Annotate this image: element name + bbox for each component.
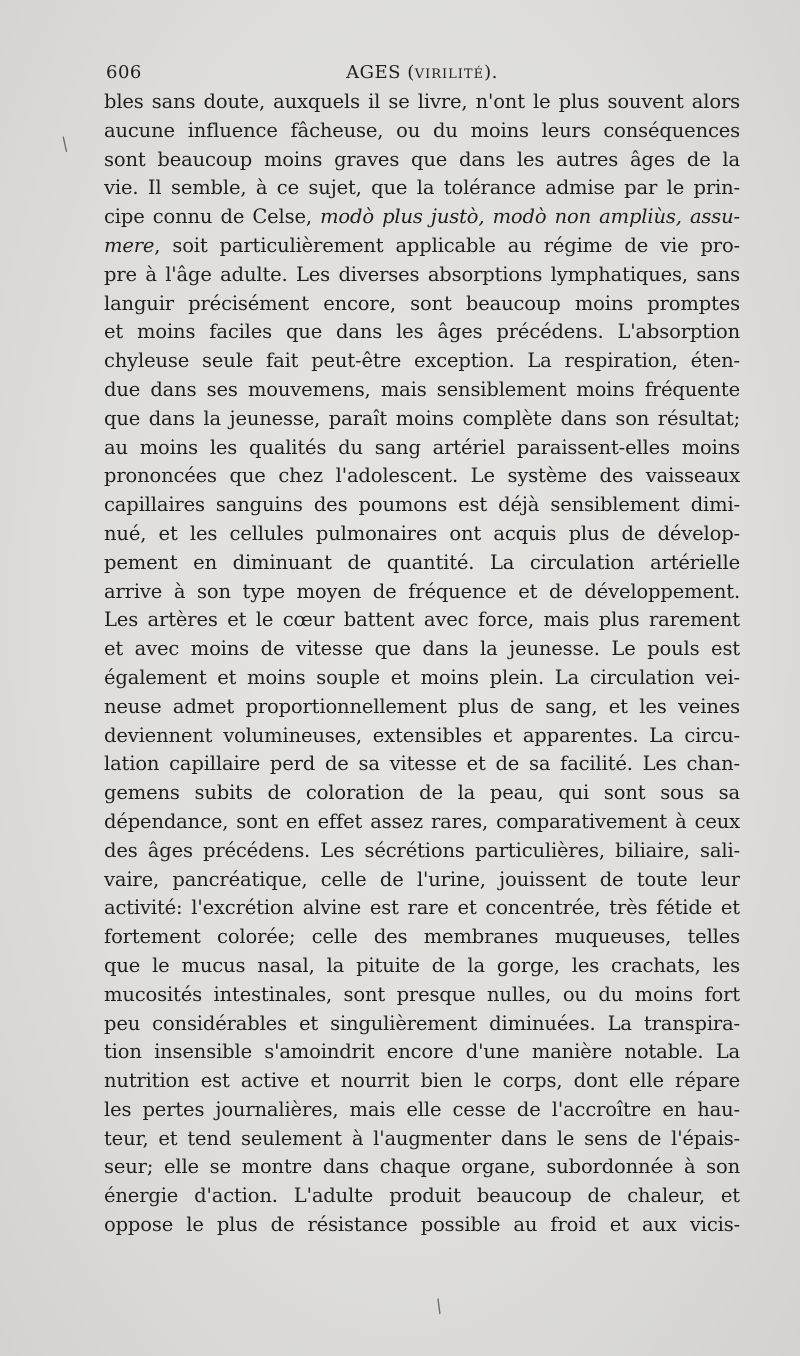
- text-line: mucosités intestinales, sont presque nulles, ou du moins fort: [104, 982, 740, 1006]
- text-line: oppose le plus de résistance possible au froid et aux vicis-: [104, 1213, 740, 1237]
- running-head: [104, 62, 740, 83]
- text-line: gemens subits de coloration de la peau, qui sont sous sa: [104, 781, 740, 805]
- text-line: aucune influence fâcheuse, ou du moins leurs conséquences: [104, 118, 740, 142]
- text-line: vie. Il semble, à ce sujet, que la tolérance admise par le prin-: [104, 176, 740, 200]
- text-line: neuse admet proportionnellement plus de sang, et les veines: [104, 694, 740, 718]
- text-line: capillaires sanguins des poumons est déjà sensiblement dimi-: [104, 493, 740, 517]
- text-line: les pertes journalières, mais elle cesse de l'accroître en hau-: [104, 1097, 740, 1121]
- text-line: peu considérables et singulièrement diminuées. La transpira-: [104, 1011, 740, 1035]
- text-line: languir précisément encore, sont beaucoup moins promptes: [104, 291, 740, 315]
- text-line: arrive à son type moyen de fréquence et de développement.: [104, 579, 740, 603]
- text-line: également et moins souple et moins plein. La circulation vei-: [104, 665, 740, 689]
- page-number: 606: [106, 62, 142, 83]
- latin-quote-end: mere: [104, 233, 155, 257]
- text-line: lation capillaire perd de sa vitesse et de sa facilité. Les chan-: [104, 752, 740, 776]
- text-line: [104, 203, 740, 232]
- text-line: sont beaucoup moins graves que dans les autres âges de la: [104, 147, 740, 171]
- text-line: vaire, pancréatique, celle de l'urine, jouissent de toute leur: [104, 867, 740, 891]
- text-line-roman: cipe connu de Celse,: [104, 205, 321, 229]
- margin-speck: /: [57, 133, 73, 156]
- text-line: deviennent volumineuses, extensibles et apparentes. La circu-: [104, 723, 740, 747]
- text-line: énergie d'action. L'adulte produit beaucoup de chaleur, et: [104, 1184, 740, 1208]
- text-line: teur, et tend seulement à l'augmenter dans le sens de l'épais-: [104, 1126, 740, 1150]
- text-line: due dans ses mouvemens, mais sensiblement moins fréquente: [104, 377, 740, 401]
- text-line: Les artères et le cœur battent avec force, mais plus rarement: [104, 608, 740, 632]
- running-head-end: ).: [484, 62, 498, 83]
- text-line: [104, 232, 740, 261]
- text-line: nué, et les cellules pulmonaires ont acquis plus de dévelop-: [104, 521, 740, 545]
- text-line: chyleuse seule fait peut-être exception. La respiration, éten-: [104, 349, 740, 373]
- text-line-rest: , soit particulièrement applicable au régime de vie pro-: [154, 233, 740, 257]
- margin-speck: /: [431, 1295, 447, 1318]
- page-header: [104, 62, 740, 86]
- text-line: nutrition est active et nourrit bien le corps, dont elle répare: [104, 1069, 740, 1093]
- text-line: dépendance, sont en effet assez rares, comparativement à ceux: [104, 809, 740, 833]
- text-line: seur; elle se montre dans chaque organe, subordonnée à son: [104, 1155, 740, 1179]
- text-line: fortement colorée; celle des membranes muqueuses, telles: [104, 925, 740, 949]
- text-line: et avec moins de vitesse que dans la jeunesse. Le pouls est: [104, 637, 740, 661]
- text-line: pement en diminuant de quantité. La circulation artérielle: [104, 550, 740, 574]
- text-line: que le mucus nasal, la pituite de la gorge, les crachats, les: [104, 953, 740, 977]
- running-head-main: AGES (: [346, 62, 415, 83]
- text-line: et moins faciles que dans les âges précédens. L'absorption: [104, 320, 740, 344]
- text-line: tion insensible s'amoindrit encore d'une manière notable. La: [104, 1040, 740, 1064]
- text-line: prononcées que chez l'adolescent. Le système des vaisseaux: [104, 464, 740, 488]
- text-line: bles sans doute, auxquels il se livre, n'ont le plus souvent alors: [104, 90, 740, 113]
- text-line: que dans la jeunesse, paraît moins complète dans son résultat;: [104, 406, 740, 430]
- text-line: des âges précédens. Les sécrétions particulières, biliaire, sali-: [104, 838, 740, 862]
- body-text: [104, 88, 740, 1240]
- text-line: au moins les qualités du sang artériel paraissent-elles moins: [104, 435, 740, 459]
- text-line: activité: l'excrétion alvine est rare et concentrée, très fétide et: [104, 896, 740, 920]
- latin-quote: modò plus justò, modò non ampliùs, assu-: [320, 205, 740, 229]
- running-head-smallcaps: VIRILITÉ: [414, 67, 485, 82]
- text-line: pre à l'âge adulte. Les diverses absorptions lymphatiques, sans: [104, 262, 740, 286]
